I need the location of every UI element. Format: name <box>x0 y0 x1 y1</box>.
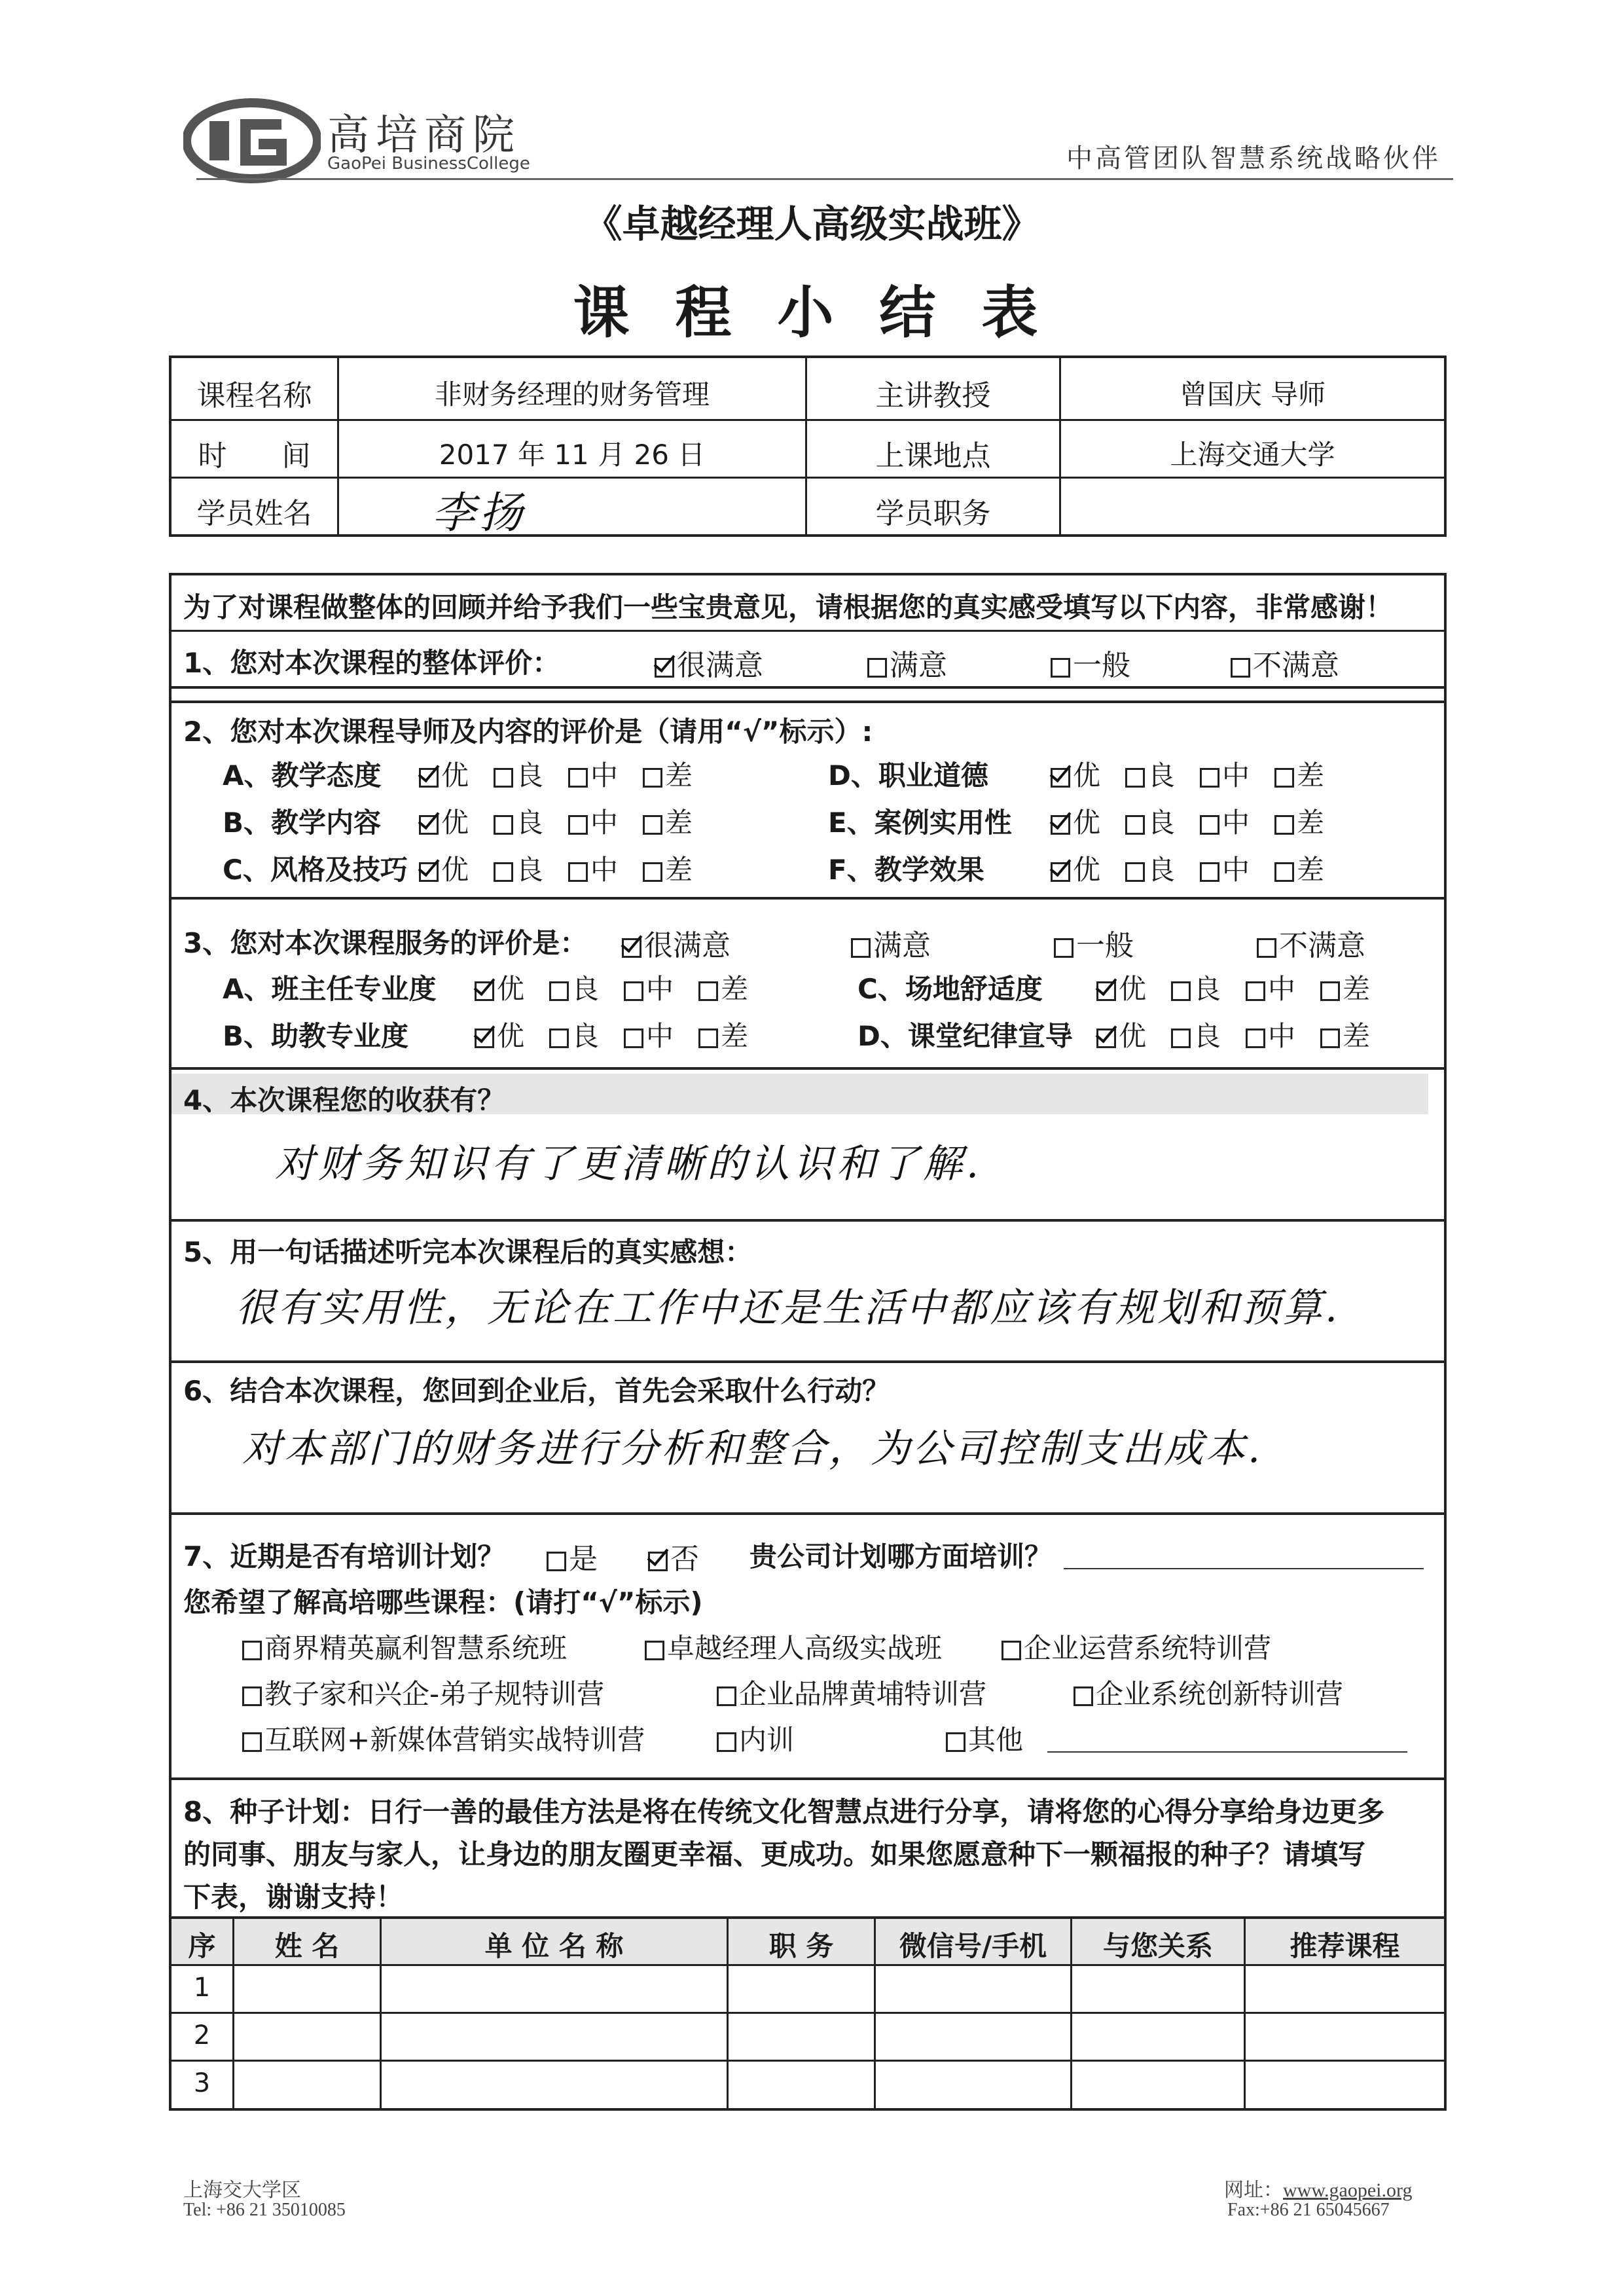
course-option-6[interactable]: 企业系统创新特训营 <box>1074 1673 1343 1712</box>
checkbox-icon[interactable] <box>1125 862 1145 882</box>
checkbox-icon[interactable] <box>1246 1029 1265 1048</box>
checkbox-icon[interactable] <box>655 658 674 678</box>
col-header-name: 姓 名 <box>274 1930 340 1962</box>
place-label: 上课地点 <box>875 439 991 473</box>
checkbox-icon[interactable] <box>242 1641 262 1660</box>
q1-label: 1、您对本次课程的整体评价： <box>183 647 560 679</box>
q3-item-b: B、助教专业度 优 良 中 差 <box>223 1020 749 1052</box>
checkbox-icon[interactable] <box>1171 1029 1191 1048</box>
footer-fax: Fax:+86 21 65045667 <box>1227 2200 1390 2220</box>
lecturer-value: 曾国庆 导师 <box>1179 378 1326 410</box>
col-header-title: 职 务 <box>768 1930 834 1962</box>
q2-label: 2、您对本次课程导师及内容的评价是（请用“√”标示）: <box>183 716 873 748</box>
checkbox-icon[interactable] <box>1274 815 1294 835</box>
q3-item-c: C、场地舒适度 优 良 中 差 <box>857 973 1371 1005</box>
checkbox-icon[interactable] <box>1096 1029 1116 1048</box>
checkbox-icon[interactable] <box>1200 862 1219 882</box>
q3-option-unsatisfied[interactable]: 不满意 <box>1257 922 1365 964</box>
checkbox-icon[interactable] <box>1320 981 1340 1001</box>
q8-line1: 8、种子计划：日行一善的最佳方法是将在传统文化智慧点进行分享，请将您的心得分享给身边更多 <box>183 1796 1385 1828</box>
q7-want-label: 您希望了解高培哪些课程：(请打“√”标示) <box>183 1586 703 1618</box>
q4-label: 4、本次课程您的收获有？ <box>183 1084 505 1116</box>
checkbox-icon[interactable] <box>1125 768 1145 788</box>
checkbox-icon[interactable] <box>1171 981 1191 1001</box>
q7-plan-underline[interactable] <box>1064 1568 1424 1569</box>
q8-line3: 下表，谢谢支持！ <box>183 1881 404 1913</box>
checkbox-icon[interactable] <box>547 1552 566 1571</box>
checkbox-icon[interactable] <box>717 1732 736 1752</box>
course-option-8[interactable]: 内训 <box>717 1719 794 1758</box>
q3-item-a: A、班主任专业度 优 良 中 差 <box>223 973 749 1005</box>
course-other-underline[interactable] <box>1047 1751 1407 1753</box>
q2-item-b: B、教学内容 优 良 中 差 <box>223 807 693 839</box>
q1-option-very-satisfied[interactable]: 很满意 <box>655 642 763 683</box>
q1-option-satisfied[interactable]: 满意 <box>867 642 947 683</box>
course-option-2[interactable]: 卓越经理人高级实战班 <box>645 1627 942 1666</box>
course-option-5[interactable]: 企业品牌黄埔特训营 <box>717 1673 986 1712</box>
q7-option-yes[interactable]: 是 <box>547 1535 598 1577</box>
slogan: 中高管团队智慧系统战略伙伴 <box>1066 143 1441 173</box>
form-subtitle: 课 程 小 结 表 <box>573 280 1051 346</box>
time-value: 2017 年 11 月 26 日 <box>439 439 706 471</box>
course-value: 非财务经理的财务管理 <box>434 378 710 410</box>
header-divider <box>196 178 1453 180</box>
checkbox-icon[interactable] <box>1320 1029 1340 1048</box>
checkbox-icon[interactable] <box>1054 938 1074 958</box>
checkbox-icon[interactable] <box>475 981 494 1001</box>
checkbox-icon[interactable] <box>1125 815 1145 835</box>
checkbox-icon[interactable] <box>1074 1686 1093 1706</box>
checkbox-icon[interactable] <box>568 815 588 835</box>
q3-label: 3、您对本次课程服务的评价是： <box>183 927 588 959</box>
place-value: 上海交通大学 <box>1170 439 1335 471</box>
logo-cn-text: 高培商院 <box>327 111 521 160</box>
checkbox-icon[interactable] <box>1051 815 1070 835</box>
checkbox-icon[interactable] <box>1001 1641 1021 1660</box>
checkbox-icon[interactable] <box>645 1641 664 1660</box>
q1-option-unsatisfied[interactable]: 不满意 <box>1231 642 1339 683</box>
checkbox-icon[interactable] <box>867 658 887 678</box>
checkbox-icon[interactable] <box>419 768 439 788</box>
course-option-4[interactable]: 教子家和兴企-弟子规特训营 <box>242 1673 604 1712</box>
checkbox-icon[interactable] <box>1274 862 1294 882</box>
checkbox-icon[interactable] <box>622 938 641 958</box>
checkbox-icon[interactable] <box>698 1029 718 1048</box>
checkbox-icon[interactable] <box>1200 815 1219 835</box>
checkbox-icon[interactable] <box>1096 981 1116 1001</box>
checkbox-icon[interactable] <box>242 1686 262 1706</box>
q1-option-average[interactable]: 一般 <box>1051 642 1130 683</box>
checkbox-icon[interactable] <box>643 815 662 835</box>
checkbox-icon[interactable] <box>1051 862 1070 882</box>
checkbox-icon[interactable] <box>1246 981 1265 1001</box>
checkbox-icon[interactable] <box>1274 768 1294 788</box>
checkbox-icon[interactable] <box>624 1029 643 1048</box>
course-label: 课程名称 <box>196 379 312 412</box>
footer-web: 网址：www.gaopei.org <box>1224 2179 1413 2202</box>
q2-item-d: D、职业道德 优 良 中 差 <box>828 759 1325 792</box>
checkbox-icon[interactable] <box>242 1732 262 1752</box>
checkbox-icon[interactable] <box>494 768 513 788</box>
q2-item-f: F、教学效果 优 良 中 差 <box>828 854 1325 886</box>
logo-en-text: GaoPei BusinessCollege <box>327 154 530 173</box>
website-link[interactable]: www.gaopei.org <box>1283 2179 1413 2201</box>
col-header-relation: 与您关系 <box>1102 1930 1213 1962</box>
form-title: 《卓越经理人高级实战班》 <box>584 202 1040 246</box>
col-header-wechat: 微信号/手机 <box>899 1930 1047 1962</box>
course-option-9[interactable]: 其他 <box>946 1719 1023 1758</box>
q3-option-satisfied[interactable]: 满意 <box>851 922 931 964</box>
checkbox-icon[interactable] <box>717 1686 736 1706</box>
q7-option-no[interactable]: 否 <box>648 1535 699 1577</box>
checkbox-icon[interactable] <box>419 862 439 882</box>
checkbox-icon[interactable] <box>568 862 588 882</box>
checkbox-icon[interactable] <box>1051 768 1070 788</box>
student-label: 学员姓名 <box>196 497 312 530</box>
footer-campus: 上海交大学区 <box>183 2179 301 2202</box>
q2-item-c: C、风格及技巧 优 良 中 差 <box>223 854 693 886</box>
q3-item-d: D、课堂纪律宣导 优 良 中 差 <box>857 1020 1371 1052</box>
checkbox-icon[interactable] <box>946 1732 965 1752</box>
q7-plan-label: 贵公司计划哪方面培训？ <box>749 1540 1053 1573</box>
footer-tel: Tel: +86 21 35010085 <box>183 2200 346 2220</box>
position-label: 学员职务 <box>875 497 991 530</box>
checkbox-icon[interactable] <box>1200 768 1219 788</box>
q3-option-very-satisfied[interactable]: 很满意 <box>622 922 731 964</box>
q2-item-e: E、案例实用性 优 良 中 差 <box>828 807 1325 839</box>
q2-item-a: A、教学态度 优 良 中 差 <box>223 759 693 792</box>
table-row: 3 <box>193 2068 211 2098</box>
col-header-no: 序 <box>188 1930 216 1962</box>
q6-label: 6、结合本次课程，您回到企业后，首先会采取什么行动？ <box>183 1375 890 1407</box>
q5-label: 5、用一句话描述听完本次课程后的真实感想： <box>183 1236 753 1268</box>
checkbox-icon[interactable] <box>549 1029 569 1048</box>
q3-option-average[interactable]: 一般 <box>1054 922 1134 964</box>
q6-answer-handwritten: 对本部门的财务进行分析和整合，为公司控制支出成本. <box>242 1426 1263 1472</box>
checkbox-icon[interactable] <box>494 815 513 835</box>
lecturer-label: 主讲教授 <box>875 379 991 412</box>
checkbox-icon[interactable] <box>648 1552 668 1571</box>
course-option-3[interactable]: 企业运营系统特训营 <box>1001 1627 1271 1666</box>
student-name-handwritten: 李扬 <box>432 488 526 538</box>
time-label: 时 间 <box>198 439 311 473</box>
q4-answer-handwritten: 对财务知识有了更清晰的认识和了解. <box>275 1141 983 1187</box>
q8-line2: 的同事、朋友与家人，让身边的朋友圈更幸福、更成功。如果您愿意种下一颗福报的种子？请填写 <box>183 1838 1366 1870</box>
checkbox-icon[interactable] <box>419 815 439 835</box>
checkbox-icon[interactable] <box>643 862 662 882</box>
q5-answer-handwritten: 很有实用性，无论在工作中还是生活中都应该有规划和预算. <box>236 1285 1341 1331</box>
table-row: 2 <box>193 2020 211 2050</box>
q7-label: 7、近期是否有培训计划？ <box>183 1540 505 1573</box>
logo-mark-icon <box>183 98 321 183</box>
checkbox-icon[interactable] <box>643 768 662 788</box>
course-option-7[interactable]: 互联网+新媒体营销实战特训营 <box>242 1719 645 1758</box>
course-option-1[interactable]: 商界精英赢利智慧系统班 <box>242 1627 567 1666</box>
checkbox-icon[interactable] <box>851 938 871 958</box>
checkbox-icon[interactable] <box>475 1029 494 1048</box>
checkbox-icon[interactable] <box>698 981 718 1001</box>
checkbox-icon[interactable] <box>624 981 643 1001</box>
intro-text: 为了对课程做整体的回顾并给予我们一些宝贵意见，请根据您的真实感受填写以下内容，非常感谢！ <box>183 591 1394 623</box>
checkbox-icon[interactable] <box>549 981 569 1001</box>
checkbox-icon[interactable] <box>494 862 513 882</box>
table-row: 1 <box>193 1973 211 2003</box>
col-header-company: 单 位 名 称 <box>484 1930 624 1962</box>
col-header-recommend: 推荐课程 <box>1290 1930 1400 1962</box>
checkbox-icon[interactable] <box>568 768 588 788</box>
checkbox-icon[interactable] <box>1231 658 1250 678</box>
logo <box>183 98 321 183</box>
checkbox-icon[interactable] <box>1257 938 1276 958</box>
checkbox-icon[interactable] <box>1051 658 1070 678</box>
